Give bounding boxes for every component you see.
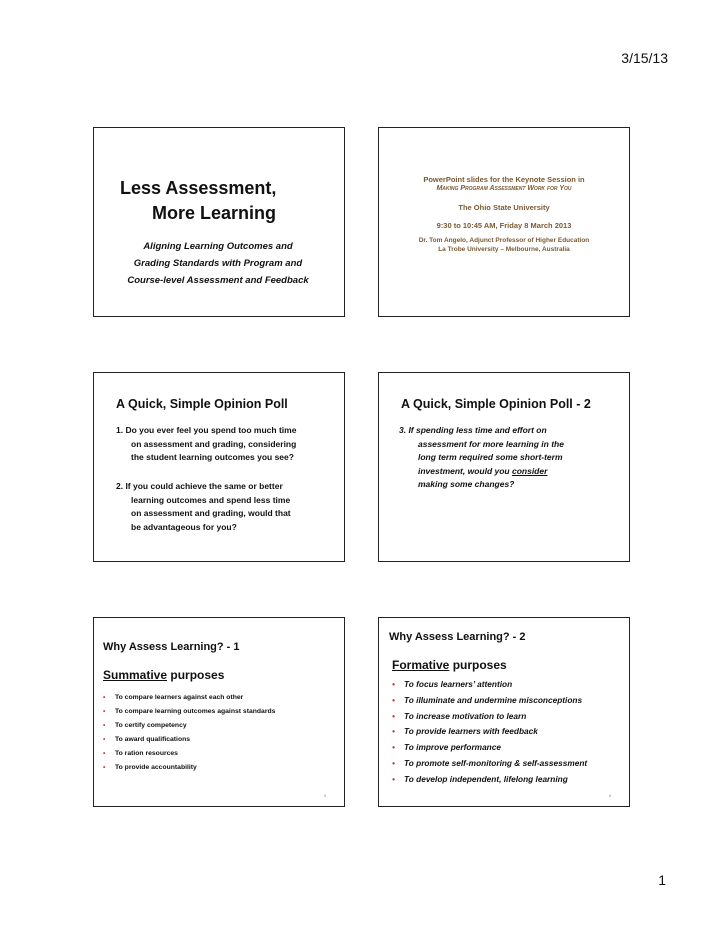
page-date: 3/15/13: [621, 50, 668, 66]
slide-6-bullet-text: To focus learners’ attention: [404, 679, 513, 689]
slide-5-heading-summative: Summative: [103, 668, 168, 682]
slide-6-bullet-item: [392, 693, 587, 709]
bullet-icon: •: [392, 694, 395, 705]
slide-6-bullet-item: [392, 709, 587, 725]
slide-4-title: A Quick, Simple Opinion Poll - 2: [401, 397, 591, 411]
bullet-icon: •: [392, 757, 395, 768]
slide-4: [378, 372, 630, 562]
slide-1-subtitle-line-1: Aligning Learning Outcomes and: [143, 241, 293, 252]
slide-3-q2-line-4: be advantageous for you?: [131, 521, 237, 532]
slide-4-q3-consider: consider: [511, 465, 548, 476]
slide-3-question-1: [116, 424, 296, 465]
slide-5-bullet-item: [103, 691, 275, 705]
slide-6-bullet-text: To increase motivation to learn: [404, 710, 527, 721]
slide-5-bullet-text: To compare learning outcomes against standards: [115, 708, 276, 715]
slide-6-title: Why Assess Learning? - 2: [389, 631, 526, 643]
bullet-icon: •: [103, 764, 106, 771]
slide-3-q2-line-2: learning outcomes and spend less time: [131, 494, 291, 505]
slide-5-bullet-item: [103, 733, 275, 747]
slide-2: [378, 127, 630, 317]
slide-4-question-3: [399, 424, 564, 492]
slide-5-number: 5: [324, 793, 327, 798]
slide-5: [93, 617, 345, 807]
slide-6: [378, 617, 630, 807]
bullet-icon: •: [103, 736, 106, 743]
slide-6-bullet-text: To develop independent, lifelong learning: [404, 773, 568, 784]
bullet-icon: •: [103, 722, 106, 729]
slide-5-bullet-item: [103, 705, 275, 719]
slide-5-bullet-text: To compare learners against each other: [115, 694, 244, 701]
slide-5-title: Why Assess Learning? - 1: [103, 641, 240, 653]
slide-5-bullet-list: [103, 691, 275, 775]
slide-5-heading-rest: purposes: [167, 668, 225, 682]
slide-3-q2-line-1: 2. If you could achieve the same or better: [116, 481, 283, 491]
slide-6-bullet-item: [392, 772, 587, 788]
slide-2-line-1: PowerPoint slides for the Keynote Session in: [423, 175, 585, 184]
bullet-icon: •: [392, 773, 395, 784]
slide-4-q3-line-3: long term required some short-term: [418, 452, 563, 462]
bullet-icon: •: [103, 750, 106, 757]
slide-6-bullet-item: [392, 724, 587, 740]
slide-5-bullet-text: To certify competency: [115, 722, 187, 729]
slide-6-heading: [392, 658, 507, 672]
slide-3-question-2: [116, 480, 291, 534]
slide-6-bullet-text: To illuminate and undermine misconceptions: [404, 694, 583, 705]
slide-1-title-line-2: More Learning: [152, 203, 277, 223]
bullet-icon: •: [392, 742, 395, 753]
slide-5-bullet-text: To ration resources: [115, 750, 178, 757]
slide-6-bullet-text: To provide learners with feedback: [404, 726, 538, 737]
slide-5-bullet-item: [103, 761, 275, 775]
bullet-icon: •: [392, 679, 395, 689]
slide-5-bullet-item: [103, 747, 275, 761]
slide-3-q1-line-1: 1. Do you ever feel you spend too much time: [116, 425, 297, 435]
slide-6-heading-formative: Formative: [392, 658, 450, 672]
slide-2-line-2: Making Program Assessment Work for You: [436, 185, 572, 192]
slide-6-bullet-list: [392, 677, 587, 788]
bullet-icon: •: [103, 708, 106, 715]
slide-6-bullet-text: To promote self-monitoring & self-assessment: [404, 757, 588, 768]
slide-6-number: 6: [609, 793, 612, 798]
slide-4-q3-line-1: 3. If spending less time and effort on: [399, 425, 547, 435]
slide-1-title-line-1: Less Assessment,: [120, 178, 277, 198]
slide-2-line-5: Dr. Tom Angelo, Adjunct Professor of Higher Education: [418, 237, 590, 244]
slide-2-line-6: La Trobe University – Melbourne, Australia: [438, 246, 570, 253]
page-number: 1: [658, 872, 666, 888]
bullet-icon: •: [392, 726, 395, 737]
slide-5-bullet-item: [103, 719, 275, 733]
slide-4-q3-line-4: [399, 465, 564, 479]
slide-3-q2-line-3: on assessment and grading, would that: [131, 508, 291, 518]
slide-1-subtitle-line-3: Course-level Assessment and Feedback: [127, 275, 309, 286]
slide-6-bullet-item: [392, 756, 587, 772]
slide-3-q1-line-2: on assessment and grading, considering: [131, 438, 297, 449]
slide-6-bullet-text: To improve performance: [404, 742, 501, 753]
slide-3-q1-line-3: the student learning outcomes you see?: [131, 452, 294, 462]
slide-2-line-3: The Ohio State University: [458, 203, 550, 212]
slide-5-bullet-text: To provide accountability: [115, 764, 197, 771]
slide-1: [93, 127, 345, 317]
slide-5-heading: [103, 668, 224, 682]
slide-3: [93, 372, 345, 562]
slide-1-subtitle-line-2: Grading Standards with Program and: [133, 258, 303, 269]
slide-4-q3-line-4-text: investment, would you: [418, 465, 512, 476]
slide-4-q3-line-5: making some changes?: [418, 479, 515, 489]
slide-6-bullet-item: [392, 677, 587, 693]
slide-6-heading-rest: purposes: [449, 658, 507, 672]
slide-2-line-4: 9:30 to 10:45 AM, Friday 8 March 2013: [436, 221, 572, 230]
slide-3-title: A Quick, Simple Opinion Poll: [116, 397, 288, 411]
slide-6-bullet-item: [392, 740, 587, 756]
bullet-icon: •: [103, 694, 106, 701]
slide-4-q3-line-2: assessment for more learning in the: [418, 438, 564, 449]
slide-1-subtitle: [94, 238, 342, 289]
slide-5-bullet-text: To award qualifications: [115, 736, 191, 743]
bullet-icon: •: [392, 710, 395, 721]
